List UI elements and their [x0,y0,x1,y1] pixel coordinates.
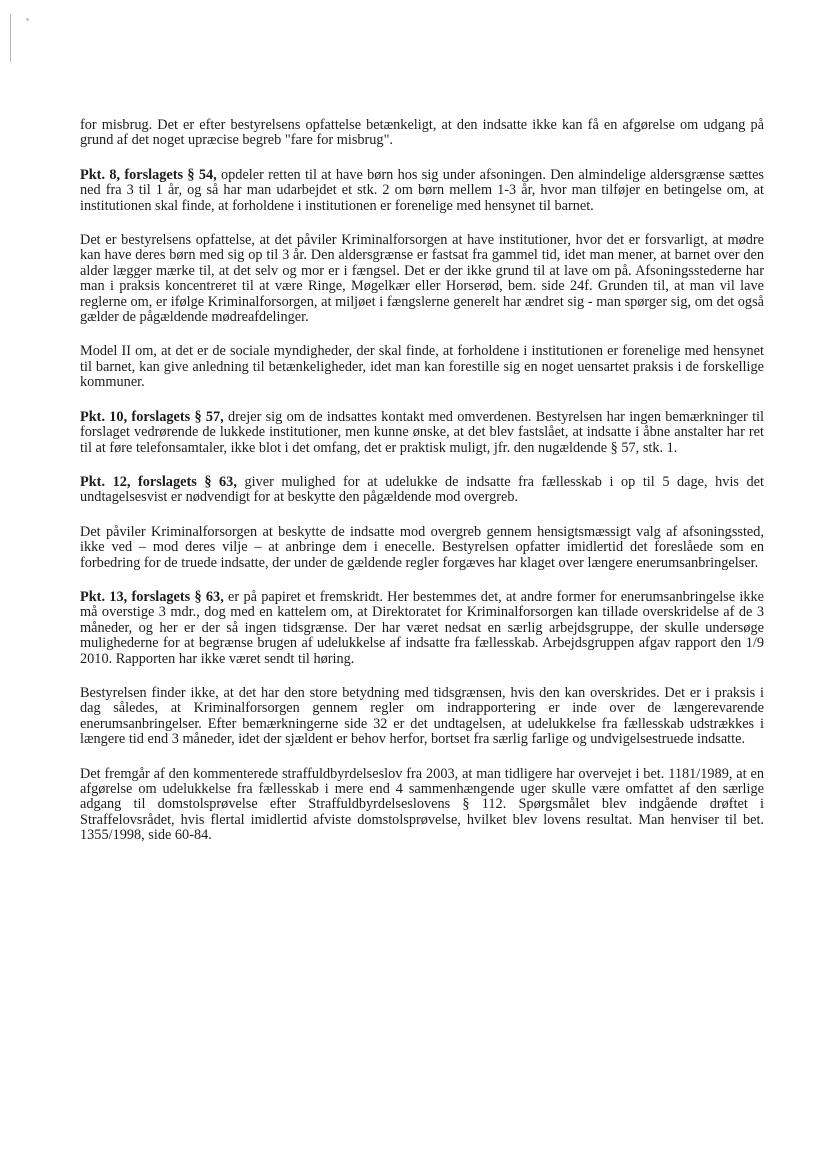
paragraph-text: for misbrug. Det er efter bestyrelsens opfattelse betænkeligt, at den indsatte ikke kan få en afgørelse om udgang på grund af det noget upræcise begreb "fare for misbrug". [80,117,764,149]
margin-line [10,14,11,62]
paragraph-text: Det er bestyrelsens opfattelse, at det påviler Kriminalforsorgen at have institutioner, hvor det er forsvarligt, at mødre kan have deres børn med sig op til 3 år. Den aldersgrænse er fastsat fra gammel tid, idet man mener, at barnet over den alder lægger mærke til, at det selv og mor er i fængsel. Det er der ikke grund til at lave om på. Afsoningsstederne har man i praksis koncentreret til at være Ringe, Møgelkær eller Horserød, bem. side 24f. Grunden til, at man vil lave reglerne om, er ifølge Kriminalforsorgen, at miljøet i fængslerne generelt har ændret sig - man spørger sig, om det også gælder de pågældende mødreafdelinger. [80,232,764,326]
paragraph-lead: Pkt. 8, forslagets § 54, [80,166,217,183]
paragraph-text: giver mulighed for at udelukke de indsatte fra fællesskab i op til 5 dage, hvis det undtagelsesvist er nødvendigt for at beskytte den pågældende mod overgreb. [80,473,764,506]
paragraph-text: Det fremgår af den kommenterede straffuldbyrdelseslov fra 2003, at man tidligere har overvejet i bet. 1181/1989, at en afgørelse om udelukkelse fra fællesskab i mere end 4 sammenhængende uger skulle være omfattet af den særlige adgang til domstolsprøvelse efter Straffuldbyrdelseslovens § 112. Spørgsmålet blev indgående drøftet i Straffelovsrådet, hvis flertal imidlertid afviste domstolsprøvelse, hvilket blev lovens resultat. Man henviser til bet. 1355/1998, side 60-84. [80,765,764,844]
paragraph-pkt-12 [80,475,764,506]
paragraph-lead: Pkt. 10, forslagets § 57, [80,408,224,425]
paragraph-text: Model II om, at det er de sociale myndigheder, der skal finde, at forholdene i institutionen er forenelige med hensynet til barnet, kan give anledning til betænkeligheder, idet man kan forestille sig en noget uensartet praksis i de forskellige kommuner. [80,343,764,391]
paragraph-text: Bestyrelsen finder ikke, at det har den store betydning med tidsgrænsen, hvis den kan overskrides. Det er i praksis i dag således, at Kriminalforsorgen gennem regler om indrapportering er inde over de længerevarende enerumsanbringelser. Efter bemærkningerne side 32 er det undtagelsen, at udelukkelse fra fællesskab udstrækkes i længere tid end 3 måneder, idet der sjældent er behov herfor, bortset fra særlig farlige og undvigelsestruede indsatte. [80,684,764,748]
paragraph-lead: Pkt. 12, forslagets § 63, [80,473,237,490]
paragraph-text: Det påviler Kriminalforsorgen at beskytte de indsatte mod overgreb gennem hensigtsmæssigt valg af afsoningssted, ikke ved – mod deres vilje – at anbringe dem i enecelle. Bestyrelsen opfatter imidlertid det foreslåede som en forbedring for de truede indsatte, der under de gældende regler forgæves har klaget over længere enerumsanbringelser. [80,523,764,571]
paragraph-boern-opfattelse [80,233,764,325]
paragraph-pkt-8 [80,168,764,214]
paragraph-straffuldbyrdelseslov [80,767,764,844]
paragraph-misbrug [80,118,764,149]
paragraph-tidsgraensen [80,686,764,748]
paragraph-pkt-13 [80,590,764,667]
paragraph-model-ii [80,344,764,390]
paragraph-text: drejer sig om de indsattes kontakt med omverdenen. Bestyrelsen har ingen bemærkninger til forslaget vedrørende de lukkede institutioner, men kunne ønske, at det blev fastslået, at indsatte i åbne anstalter har ret til at føre telefonsamtaler, ikke blot i det omfang, det er praktisk muligt, jfr. den nugældende § 57, stk. 1. [80,408,765,456]
scan-speck [26,18,29,21]
paragraph-text: er på papiret et fremskridt. Her bestemmes det, at andre former for enerumsanbringelse ikke må overstige 3 mdr., dog med en kattelem om, at Direktoratet for Kriminalforsorgen kan tillade overskridelse af de 3 måneder, og her er der så ingen tidsgrænse. Der har været nedsat en særlig arbejdsgruppe, der skulle undersøge mulighederne for at begrænse brugen af udelukkelse af indsatte fra fællesskab. Arbejdsgruppen afgav rapport den 1/9 2010. Rapporten har ikke været sendt til høring. [80,588,764,667]
paragraph-pkt-10 [80,410,764,456]
paragraph-lead: Pkt. 13, forslagets § 63, [80,588,224,605]
paragraph-text: opdeler retten til at have børn hos sig under afsoningen. Den almindelige aldersgrænse sættes ned fra 3 til 1 år, og så har man udarbejdet et stk. 2 om børn mellem 1-3 år, hvor man tilføjer en betingelse om, at institutionen skal finde, at forholdene i institutionen er forenelige med hensynet til barnet. [80,166,764,214]
document-page [80,118,764,863]
paragraph-overgreb [80,525,764,571]
